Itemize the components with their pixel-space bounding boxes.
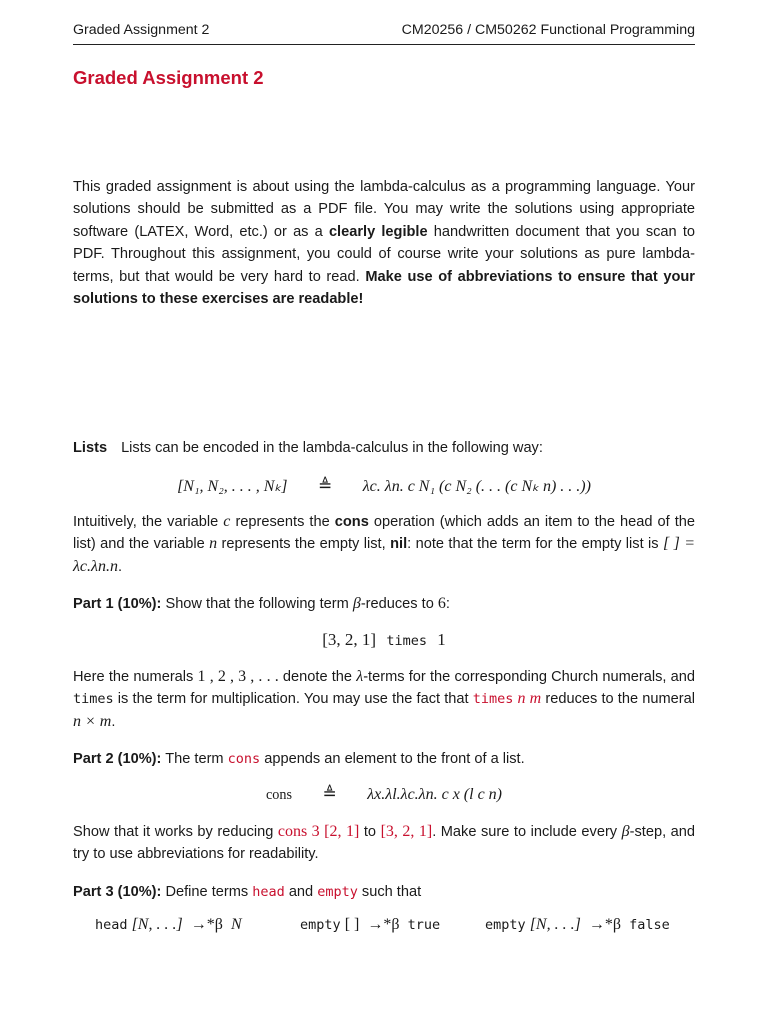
cons-definition-equation [73,784,695,804]
n-times-m: n × m [73,712,112,730]
empty-list-term: [ ] = λc.λn.n [73,535,695,575]
part2-s4: -step, and try to use abbreviations for readability. [73,824,696,863]
part2-t2: appends an element to the front of a list. [260,751,525,767]
empty-arg-2: [N, . . .] [529,916,581,933]
part3-t3: such that [357,884,422,900]
head-term-red: head [252,884,285,900]
part3-t2: and [284,884,318,900]
part1-t3: : [445,596,450,612]
part1-prompt [73,593,695,615]
lists-heading: Lists [73,440,108,456]
intro-paragraph [73,176,695,310]
part2-s2: to [359,824,381,840]
cons-term-red: cons [227,751,261,767]
empty-fn-1: empty [300,917,341,933]
lists-p5: : note that the term for the empty list is [407,536,664,553]
times-term-red: times [472,691,514,708]
beta-symbol: β [352,595,361,612]
times-term: times [73,691,114,708]
head-fn: head [95,917,128,933]
part1-t1: Show that the following term [161,596,353,612]
lambda-symbol: λ [356,668,364,685]
part1-equation [73,630,695,650]
numerals-list: 1 , 2 , 3 , . . . [197,668,279,685]
var-c: c [223,513,231,530]
part2-t1: The term [161,751,228,767]
empty-arrow-1: →*β [367,916,400,933]
intro-text-1: This graded assignment is about using the lambda-calculus as a programming language. Your solutions should be submitted as a PDF file. You may write the solutions using appropriate software ( [73,179,695,240]
running-header-right: CM20256 / CM50262 Functional Programming [401,22,695,38]
intro-bold-1: clearly legible [328,223,428,240]
eq-def-symbol: ≜ [317,476,333,495]
lists-intro [73,437,695,459]
empty-arrow-2: →*β [588,916,622,933]
numeral-six: 6 [437,595,446,612]
part1-n4: is the term for multiplication. You may use the fact that [113,691,473,708]
part1-n5: reduces to the numeral [541,691,695,708]
eq-cons-right: λx.λl.λc.λn. c x (l c n) [367,786,503,803]
eq-times-op: times [386,633,427,649]
head-reduction [95,916,242,934]
lists-text: Lists can be encoded in the lambda-calculus in the following way: [121,440,543,456]
empty-result-false: false [629,917,670,933]
intro-text-2: , Word, etc.) or as a [184,223,329,240]
part2-s1: Show that it works by reducing [73,824,278,840]
cons-bold: cons [334,514,369,530]
part1-t2: -reduces to [360,596,438,612]
empty-nil-reduction [300,916,440,934]
part2-s3: . Make sure to include every [432,824,622,840]
empty-result-true: true [407,917,441,933]
list-encoding-equation [73,476,695,496]
part1-n6: . [111,713,116,730]
nil-bold: nil [390,536,408,553]
var-n: n [209,535,218,553]
part3-label: Part 3 (10%): [73,884,162,900]
part1-n2: denote the [278,669,357,685]
part2-instructions [73,821,695,866]
part2-prompt [73,748,695,770]
part2-label: Part 2 (10%): [73,751,162,767]
latex-logo: LATEX [139,223,185,240]
list-321-red: [3, 2, 1] [380,823,433,840]
eq-list-321: [3, 2, 1] [322,630,377,649]
part1-explanation [73,666,695,733]
lists-p6: . [117,558,123,575]
part3-t1: Define terms [161,884,253,900]
head-arrow: →*β [190,916,223,933]
part1-n3: -terms for the corresponding Church numerals, and [363,669,696,685]
intro-bold-2: Make use of abbreviations to ensure that your solutions to these exercises are readable! [73,268,695,308]
lists-explanation [73,511,695,578]
empty-term-red: empty [317,884,358,900]
head-arg: [N, . . .] [131,916,183,933]
part1-n1: Here the numerals [73,669,198,685]
eq-num-1: 1 [437,630,446,649]
part1-label: Part 1 (10%): [73,596,162,612]
head-result: N [230,916,242,933]
lists-p3: operation (which adds an item to the head of the list) and the variable [73,514,695,553]
lists-p2: represents the [230,514,335,530]
empty-fn-2: empty [485,917,526,933]
eq-list-left: [N₁, N₂, . . . , Nₖ] [177,478,288,495]
eq-list-right: λc. λn. c N₁ (c N₂ (. . . (c Nₖ n) . . .)) [362,478,591,495]
lists-p1: Intuitively, the variable [73,514,224,530]
header-rule [73,44,695,45]
eq-cons-left: cons [265,787,292,803]
beta-symbol-2: β [621,823,630,840]
empty-cons-reduction [485,916,670,934]
intro-text-3: handwritten document that you scan to PDF. Throughout this assignment, you could of course write your solutions as pure lambda-terms, but that would be very hard to read. [73,223,695,285]
lists-p4: represents the empty list, [217,536,391,553]
page-title: Graded Assignment 2 [73,67,264,88]
empty-arg-1: [ ] [344,916,360,933]
cons-321-red: cons 3 [2, 1] [277,823,360,840]
n-m-red: n m [517,690,542,708]
eq-cons-def-symbol: ≜ [322,784,337,803]
running-header-left: Graded Assignment 2 [73,22,210,38]
part3-prompt [73,881,695,903]
